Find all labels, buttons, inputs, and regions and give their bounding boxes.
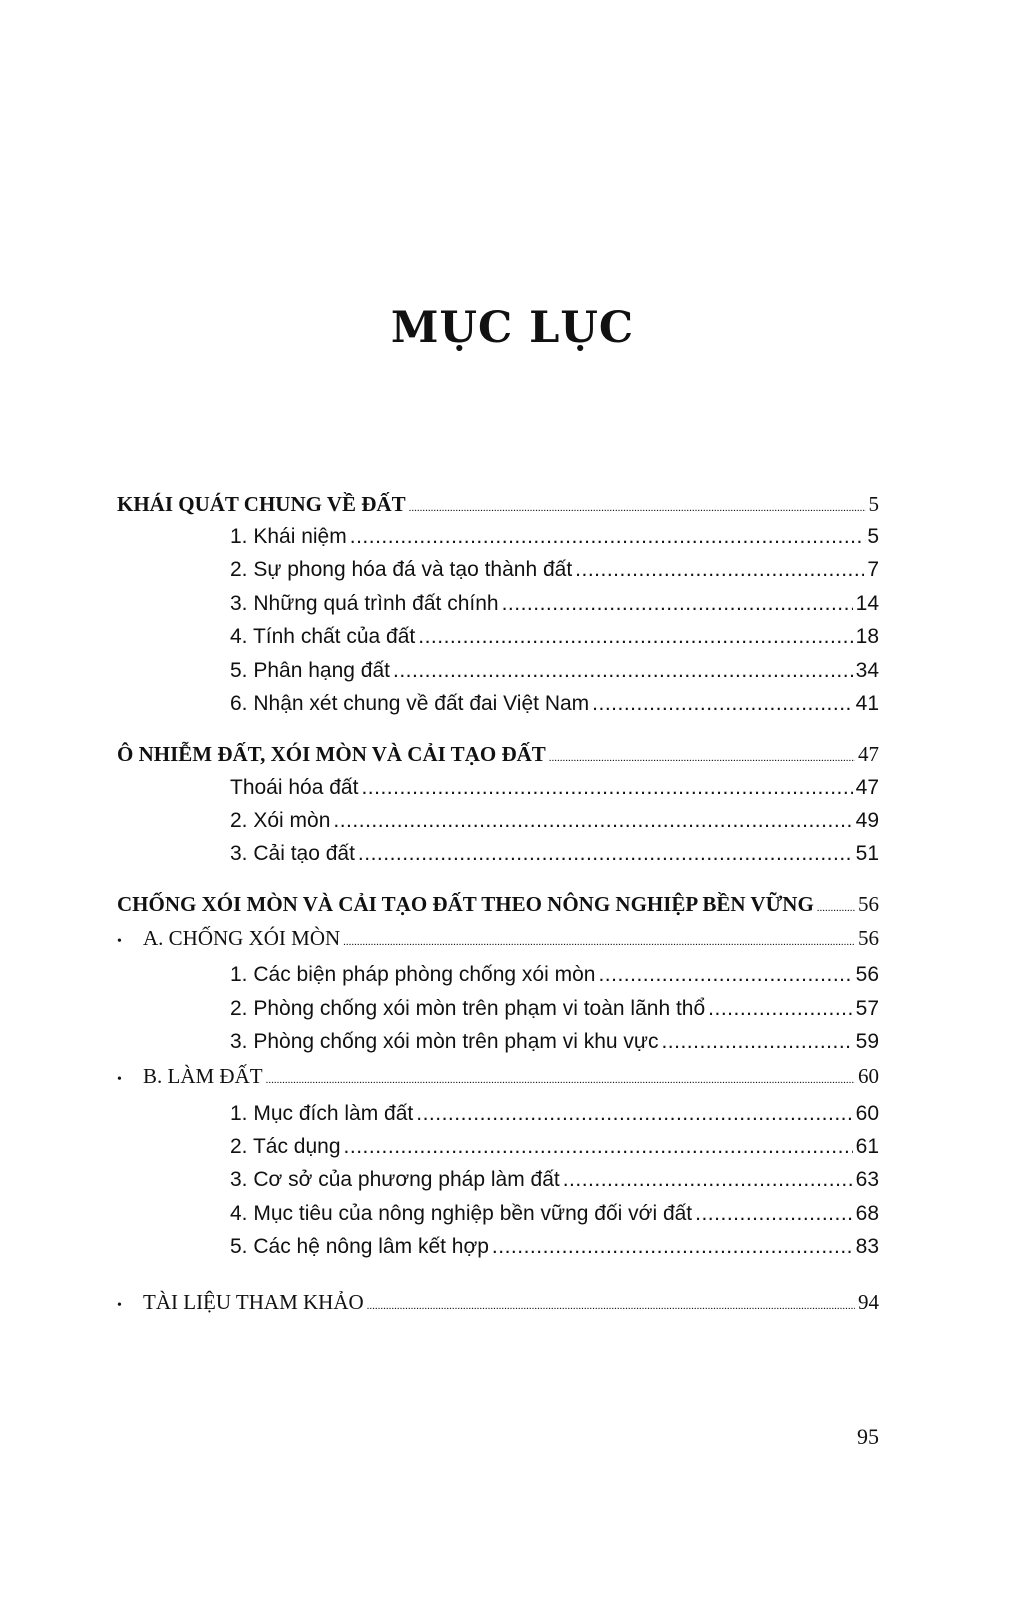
- toc-item: [117, 997, 879, 1027]
- toc-page-number: 68: [855, 1202, 879, 1225]
- toc-page-number: 94: [858, 1290, 879, 1314]
- toc-page-number: 83: [855, 1235, 879, 1258]
- dot-leader: [492, 1235, 853, 1259]
- toc-page-number: 49: [855, 809, 879, 832]
- toc-entry-text: 1. Các biện pháp phòng chống xói mòn: [230, 963, 596, 986]
- toc-page-number: 34: [855, 659, 879, 682]
- toc-item: [117, 842, 879, 872]
- page-number: 95: [857, 1424, 879, 1449]
- toc-entry-text: 5. Các hệ nông lâm kết hợp: [230, 1235, 489, 1258]
- toc-item: [117, 692, 879, 722]
- bullet-icon: •: [117, 934, 122, 949]
- toc-item: [117, 659, 879, 689]
- dot-leader: [661, 1030, 852, 1054]
- dot-leader: [266, 1074, 855, 1086]
- toc-page-number: 60: [855, 1102, 879, 1125]
- toc-entry-text: 6. Nhận xét chung về đất đai Việt Nam: [230, 692, 590, 715]
- dot-leader: [358, 842, 853, 866]
- toc-page-number: 5: [868, 492, 879, 516]
- toc-page-number: 59: [855, 1030, 879, 1053]
- toc-item: [117, 963, 879, 993]
- dot-leader: [549, 752, 855, 764]
- toc-item: [117, 1135, 879, 1165]
- bullet-icon: •: [117, 1072, 122, 1087]
- dot-leader: [563, 1168, 853, 1192]
- toc-entry-text: 2. Xói mòn: [230, 809, 331, 832]
- toc-entry-text: Ô NHIỄM ĐẤT, XÓI MÒN VÀ CẢI TẠO ĐẤT: [117, 742, 546, 766]
- toc-entry-text: 3. Cải tạo đất: [230, 842, 355, 865]
- toc-page-number: 47: [855, 776, 879, 799]
- dot-leader: [343, 936, 855, 948]
- toc-page-number: 56: [858, 926, 879, 950]
- toc-page-number: 56: [858, 892, 879, 916]
- toc-entry-text: 4. Mục tiêu của nông nghiệp bền vững đối với đất: [230, 1202, 693, 1225]
- toc-page-number: 57: [855, 997, 879, 1020]
- toc-page-number: 41: [855, 692, 879, 715]
- toc-heading: [117, 492, 879, 520]
- toc-page-number: 14: [855, 592, 879, 615]
- toc-page-number: 5: [867, 525, 879, 548]
- toc-section: [117, 1064, 879, 1092]
- toc-entry-text: 2. Phòng chống xói mòn trên phạm vi toàn lãnh thổ: [230, 997, 706, 1020]
- toc-page-number: 47: [858, 742, 879, 766]
- toc-page-number: 7: [867, 558, 879, 581]
- dot-leader: [350, 525, 865, 549]
- dot-leader: [575, 558, 864, 582]
- toc-page-number: 63: [855, 1168, 879, 1191]
- toc-entry-text: Thoái hóa đất: [230, 776, 359, 799]
- dot-leader: [344, 1135, 853, 1159]
- dot-leader: [367, 1300, 855, 1312]
- toc-section: [117, 926, 879, 954]
- toc-heading: [117, 742, 879, 770]
- dot-leader: [393, 659, 853, 683]
- dot-leader: [416, 1102, 852, 1126]
- toc-page-number: 51: [855, 842, 879, 865]
- toc-page-number: 61: [855, 1135, 879, 1158]
- toc-heading: [117, 892, 879, 920]
- toc-item: [117, 809, 879, 839]
- bullet-icon: •: [117, 1298, 122, 1313]
- dot-leader: [418, 625, 852, 649]
- toc-item: [117, 592, 879, 622]
- page-title: MỤC LỤC: [390, 303, 635, 353]
- dot-leader: [695, 1202, 853, 1226]
- toc-entry-text: B. LÀM ĐẤT: [143, 1064, 263, 1088]
- dot-leader: [409, 502, 866, 514]
- toc-page-number: 56: [855, 963, 879, 986]
- toc-entry-text: 5. Phân hạng đất: [230, 659, 390, 682]
- toc-entry-text: 1. Mục đích làm đất: [230, 1102, 414, 1125]
- toc-item: [117, 1168, 879, 1198]
- toc-item: [117, 1030, 879, 1060]
- toc-entry-text: 4. Tính chất của đất: [230, 625, 416, 648]
- toc-page-number: 60: [858, 1064, 879, 1088]
- toc-item: [117, 1235, 879, 1265]
- dot-leader: [502, 592, 853, 616]
- toc-item: [117, 525, 879, 555]
- toc-section: [117, 1290, 879, 1318]
- dot-leader: [361, 776, 852, 800]
- toc-entry-text: A. CHỐNG XÓI MÒN: [143, 926, 341, 950]
- toc-item: [117, 558, 879, 588]
- toc-entry-text: 3. Phòng chống xói mòn trên phạm vi khu vực: [230, 1030, 659, 1053]
- toc-entry-text: 2. Sự phong hóa đá và tạo thành đất: [230, 558, 573, 581]
- toc-page-number: 18: [855, 625, 879, 648]
- toc-item: [117, 1102, 879, 1132]
- toc-item: [117, 776, 879, 806]
- dot-leader: [817, 902, 855, 914]
- toc-item: [117, 625, 879, 655]
- toc-entry-text: 1. Khái niệm: [230, 525, 347, 548]
- dot-leader: [708, 997, 852, 1021]
- dot-leader: [592, 692, 852, 716]
- toc-item: [117, 1202, 879, 1232]
- toc-entry-text: 3. Những quá trình đất chính: [230, 592, 499, 615]
- toc-entry-text: 3. Cơ sở của phương pháp làm đất: [230, 1168, 560, 1191]
- dot-leader: [598, 963, 852, 987]
- dot-leader: [333, 809, 852, 833]
- toc-entry-text: 2. Tác dụng: [230, 1135, 341, 1158]
- toc-entry-text: CHỐNG XÓI MÒN VÀ CẢI TẠO ĐẤT THEO NÔNG NGHIỆP BỀN VỮNG: [117, 892, 814, 916]
- toc-entry-text: KHÁI QUÁT CHUNG VỀ ĐẤT: [117, 492, 406, 516]
- toc-entry-text: TÀI LIỆU THAM KHẢO: [143, 1290, 364, 1314]
